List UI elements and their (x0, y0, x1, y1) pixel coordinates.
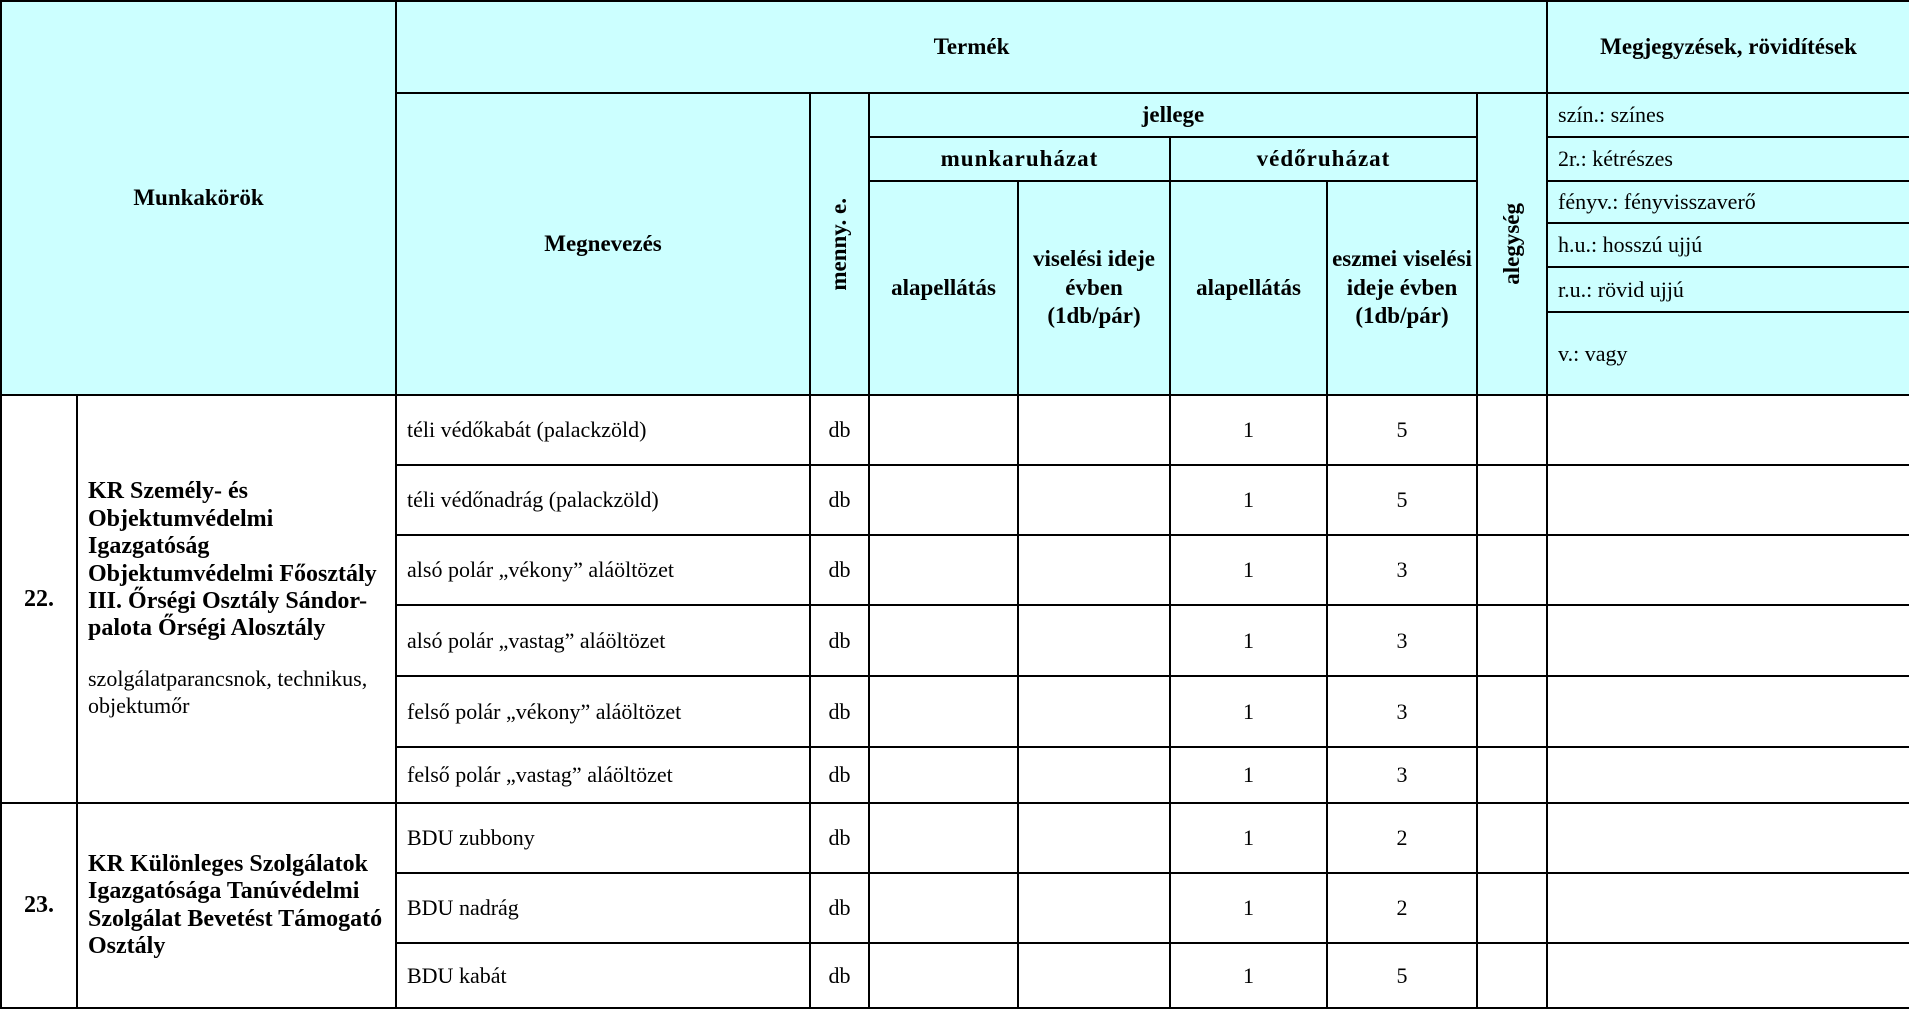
remarks-cell (1547, 535, 1909, 605)
protective-wear-years: 3 (1327, 676, 1477, 747)
protective-basic-supply: 1 (1170, 395, 1327, 465)
work-basic-supply (869, 803, 1018, 873)
protective-wear-years: 3 (1327, 535, 1477, 605)
quantity-unit: db (810, 395, 869, 465)
work-basic-supply (869, 465, 1018, 535)
protective-basic-supply: 1 (1170, 465, 1327, 535)
work-wear-years (1018, 465, 1170, 535)
work-wear-years (1018, 395, 1170, 465)
work-wear-years (1018, 803, 1170, 873)
work-wear-years (1018, 747, 1170, 803)
protective-wear-years: 5 (1327, 943, 1477, 1008)
header-viselesi-ideje: viselési ideje évben (1db/pár) (1018, 181, 1170, 395)
quantity-unit: db (810, 535, 869, 605)
group-unit (77, 395, 396, 803)
work-basic-supply (869, 873, 1018, 943)
protective-basic-supply: 1 (1170, 535, 1327, 605)
remarks-cell (1547, 747, 1909, 803)
product-name: felső polár „vastag” aláöltözet (396, 747, 810, 803)
work-basic-supply (869, 747, 1018, 803)
header-jellege: jellege (869, 93, 1477, 137)
quantity-unit: db (810, 803, 869, 873)
abbreviation-item: h.u.: hosszú ujjú (1547, 223, 1909, 267)
abbreviation-item: 2r.: kétrészes (1547, 137, 1909, 181)
unit-roles: szolgálatparancsnok, technikus, objektumőr (88, 665, 368, 719)
abbreviation-item: v.: vagy (1547, 312, 1909, 395)
protective-wear-years: 2 (1327, 873, 1477, 943)
protective-basic-supply: 1 (1170, 873, 1327, 943)
work-wear-years (1018, 676, 1170, 747)
product-name: alsó polár „vékony” aláöltözet (396, 535, 810, 605)
protective-basic-supply: 1 (1170, 605, 1327, 676)
header-eszmei-viselesi-ideje: eszmei viselési ideje évben (1db/pár) (1327, 181, 1477, 395)
product-name: téli védőkabát (palackzöld) (396, 395, 810, 465)
protective-wear-years: 5 (1327, 465, 1477, 535)
protective-wear-years: 5 (1327, 395, 1477, 465)
header-alapellatas-vedo: alapellátás (1170, 181, 1327, 395)
subunit-cell (1477, 873, 1547, 943)
quantity-unit: db (810, 465, 869, 535)
subunit-cell (1477, 676, 1547, 747)
header-termek: Termék (396, 1, 1547, 93)
header-menny (810, 93, 869, 395)
product-name: téli védőnadrág (palackzöld) (396, 465, 810, 535)
header-munkaruhazat: munkaruházat (869, 137, 1170, 181)
group-number: 22. (1, 395, 77, 803)
product-name: BDU zubbony (396, 803, 810, 873)
product-name: felső polár „vékony” aláöltözet (396, 676, 810, 747)
protective-wear-years: 3 (1327, 747, 1477, 803)
quantity-unit: db (810, 873, 869, 943)
header-megjegyzesek: Megjegyzések, rövidítések (1547, 1, 1909, 93)
protective-basic-supply: 1 (1170, 747, 1327, 803)
header-alegyseg-label: alegység (1498, 203, 1524, 285)
protective-basic-supply: 1 (1170, 943, 1327, 1008)
work-basic-supply (869, 676, 1018, 747)
group-unit (77, 803, 396, 1008)
abbreviation-item: fényv.: fényvisszaverő (1547, 181, 1909, 223)
header-alapellatas-munka: alapellátás (869, 181, 1018, 395)
product-name: BDU nadrág (396, 873, 810, 943)
product-name: alsó polár „vastag” aláöltözet (396, 605, 810, 676)
work-wear-years (1018, 535, 1170, 605)
abbreviation-item: r.u.: rövid ujjú (1547, 267, 1909, 312)
work-wear-years (1018, 943, 1170, 1008)
header-alegyseg (1477, 93, 1547, 395)
remarks-cell (1547, 465, 1909, 535)
work-basic-supply (869, 605, 1018, 676)
unit-name: KR Különleges Szolgálatok Igazgatósága Tanúvédelmi Szolgálat Bevetést Támogató Osztály (88, 850, 383, 959)
subunit-cell (1477, 605, 1547, 676)
protective-wear-years: 3 (1327, 605, 1477, 676)
quantity-unit: db (810, 943, 869, 1008)
remarks-cell (1547, 803, 1909, 873)
protective-basic-supply: 1 (1170, 803, 1327, 873)
remarks-cell (1547, 873, 1909, 943)
group-number: 23. (1, 803, 77, 1008)
subunit-cell (1477, 943, 1547, 1008)
remarks-cell (1547, 605, 1909, 676)
work-basic-supply (869, 535, 1018, 605)
subunit-cell (1477, 535, 1547, 605)
unit-name: KR Személy- és Objektumvédelmi Igazgatóság Objektumvédelmi Főosztály III. Őrségi Osztály Sándor-palota Őrségi Alosztály (88, 478, 377, 642)
product-name: BDU kabát (396, 943, 810, 1008)
quantity-unit: db (810, 676, 869, 747)
header-munkakorok: Munkakörök (1, 1, 396, 395)
header-menny-label: menny. e. (826, 197, 852, 291)
remarks-cell (1547, 676, 1909, 747)
remarks-cell (1547, 943, 1909, 1008)
subunit-cell (1477, 747, 1547, 803)
work-basic-supply (869, 943, 1018, 1008)
remarks-cell (1547, 395, 1909, 465)
abbreviation-item: szín.: színes (1547, 93, 1909, 137)
subunit-cell (1477, 465, 1547, 535)
work-basic-supply (869, 395, 1018, 465)
header-megnevezes: Megnevezés (396, 93, 810, 395)
subunit-cell (1477, 803, 1547, 873)
quantity-unit: db (810, 605, 869, 676)
protective-wear-years: 2 (1327, 803, 1477, 873)
header-vedoruhazat: védőruházat (1170, 137, 1477, 181)
work-wear-years (1018, 605, 1170, 676)
subunit-cell (1477, 395, 1547, 465)
protective-basic-supply: 1 (1170, 676, 1327, 747)
quantity-unit: db (810, 747, 869, 803)
work-wear-years (1018, 873, 1170, 943)
